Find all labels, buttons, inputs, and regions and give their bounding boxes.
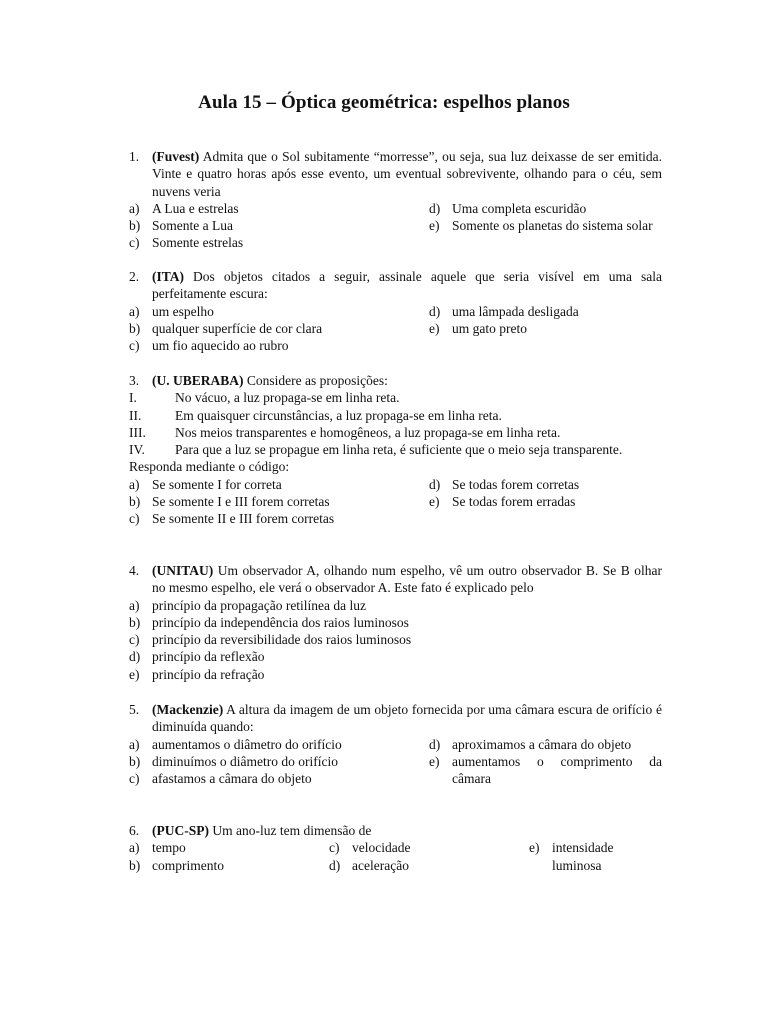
question-source: (U. UBERABA) xyxy=(152,373,244,388)
options-list xyxy=(129,597,662,683)
option-b[interactable]: b) comprimento xyxy=(129,857,224,873)
question-source: (Fuvest) xyxy=(152,149,200,164)
option-b[interactable]: b) Se somente I e III forem corretas xyxy=(129,494,330,510)
question-text: Considere as proposições: xyxy=(243,373,388,388)
option-e[interactable]: e) um gato preto xyxy=(429,320,527,336)
option-e[interactable]: e) Se todas forem erradas xyxy=(429,494,576,510)
option-e[interactable]: e) Somente os planetas do sistema solar xyxy=(429,218,653,234)
option-a[interactable]: a) aumentamos o diâmetro do orifício xyxy=(129,736,342,752)
question-4 xyxy=(129,562,662,683)
option-b[interactable]: b) diminuímos o diâmetro do orifício xyxy=(129,753,338,769)
option-e[interactable]: e) intensidade luminosa xyxy=(529,840,614,873)
proposition-item: II. Em quaisquer circunstâncias, a luz propaga-se em linha reta. xyxy=(129,407,502,423)
question-source: (UNITAU) xyxy=(152,563,214,578)
question-2 xyxy=(129,268,662,354)
question-5 xyxy=(129,701,662,787)
instruction-text: Responda mediante o código: xyxy=(129,459,290,475)
question-number: 4. xyxy=(129,563,140,578)
question-source: (Mackenzie) xyxy=(152,702,224,717)
option-d[interactable]: d) uma lâmpada desligada xyxy=(429,303,579,319)
question-number: 6. xyxy=(129,823,140,838)
option-d[interactable]: d) aproximamos a câmara do objeto xyxy=(429,736,632,752)
question-number: 2. xyxy=(129,269,140,284)
question-1 xyxy=(129,148,662,252)
question-text: Um ano-luz tem dimensão de xyxy=(209,823,372,838)
options-grid xyxy=(129,839,662,874)
option-e[interactable]: e) aumentamos o comprimento da câmara xyxy=(429,753,662,787)
options-grid xyxy=(129,200,662,252)
option-d[interactable]: d) Se todas forem corretas xyxy=(429,476,580,492)
option-c[interactable]: c) princípio da reversibilidade dos raios luminosos xyxy=(129,632,412,648)
option-b[interactable]: b) princípio da independência dos raios luminosos xyxy=(129,614,409,630)
option-c[interactable]: c) Se somente II e III forem corretas xyxy=(129,511,335,527)
option-d[interactable]: d) princípio da reflexão xyxy=(129,649,265,665)
question-text: Admita que o Sol subitamente “morresse”, ou seja, sua luz deixasse de ser emitida. Vinte e quatro horas após esse evento, um eventual sobrevivente, olhando para o céu, sem nuvens veria xyxy=(152,149,662,199)
options-grid xyxy=(129,476,662,528)
option-d[interactable]: d) aceleração xyxy=(329,857,409,873)
option-a[interactable]: a) tempo xyxy=(129,840,186,856)
question-stem xyxy=(129,701,662,736)
question-text: Dos objetos citados a seguir, assinale aquele que seria visível em uma sala perfeitamente escura: xyxy=(152,269,662,302)
question-text: A altura da imagem de um objeto fornecida por uma câmara escura de orifício é diminuída quando: xyxy=(152,702,662,735)
question-stem xyxy=(129,562,662,597)
question-stem xyxy=(129,372,662,389)
proposition-item: I. No vácuo, a luz propaga-se em linha reta. xyxy=(129,390,400,406)
proposition-item: IV. Para que a luz se propague em linha reta, é suficiente que o meio seja transparente. xyxy=(129,442,623,458)
options-grid xyxy=(129,303,662,355)
question-stem xyxy=(129,822,662,839)
propositions-list xyxy=(129,389,662,458)
option-c[interactable]: c) Somente estrelas xyxy=(129,235,244,251)
question-stem xyxy=(129,148,662,200)
question-number: 3. xyxy=(129,373,140,388)
question-source: (ITA) xyxy=(152,269,184,284)
question-source: (PUC-SP) xyxy=(152,823,209,838)
option-e[interactable]: e) princípio da refração xyxy=(129,666,265,682)
option-a[interactable]: a) princípio da propagação retilínea da luz xyxy=(129,597,367,613)
options-grid xyxy=(129,736,662,788)
option-b[interactable]: b) Somente a Lua xyxy=(129,218,233,234)
option-d[interactable]: d) Uma completa escuridão xyxy=(429,200,587,216)
option-c[interactable]: c) velocidade xyxy=(329,840,411,856)
question-stem xyxy=(129,268,662,303)
option-a[interactable]: a) um espelho xyxy=(129,303,214,319)
proposition-item: III. Nos meios transparentes e homogêneos, a luz propaga-se em linha reta. xyxy=(129,424,561,440)
option-a[interactable]: a) A Lua e estrelas xyxy=(129,200,239,216)
question-number: 5. xyxy=(129,702,140,717)
question-3 xyxy=(129,372,662,528)
option-c[interactable]: c) afastamos a câmara do objeto xyxy=(129,771,312,787)
question-number: 1. xyxy=(129,149,140,164)
question-6 xyxy=(129,822,662,874)
question-text: Um observador A, olhando num espelho, vê um outro observador B. Se B olhar no mesmo espelho, ele verá o observador A. Este fato é explicado pelo xyxy=(152,563,662,596)
option-b[interactable]: b) qualquer superfície de cor clara xyxy=(129,320,323,336)
option-c[interactable]: c) um fio aquecido ao rubro xyxy=(129,338,289,354)
option-a[interactable]: a) Se somente I for correta xyxy=(129,476,282,492)
page-title: Aula 15 – Óptica geométrica: espelhos planos xyxy=(198,92,570,113)
